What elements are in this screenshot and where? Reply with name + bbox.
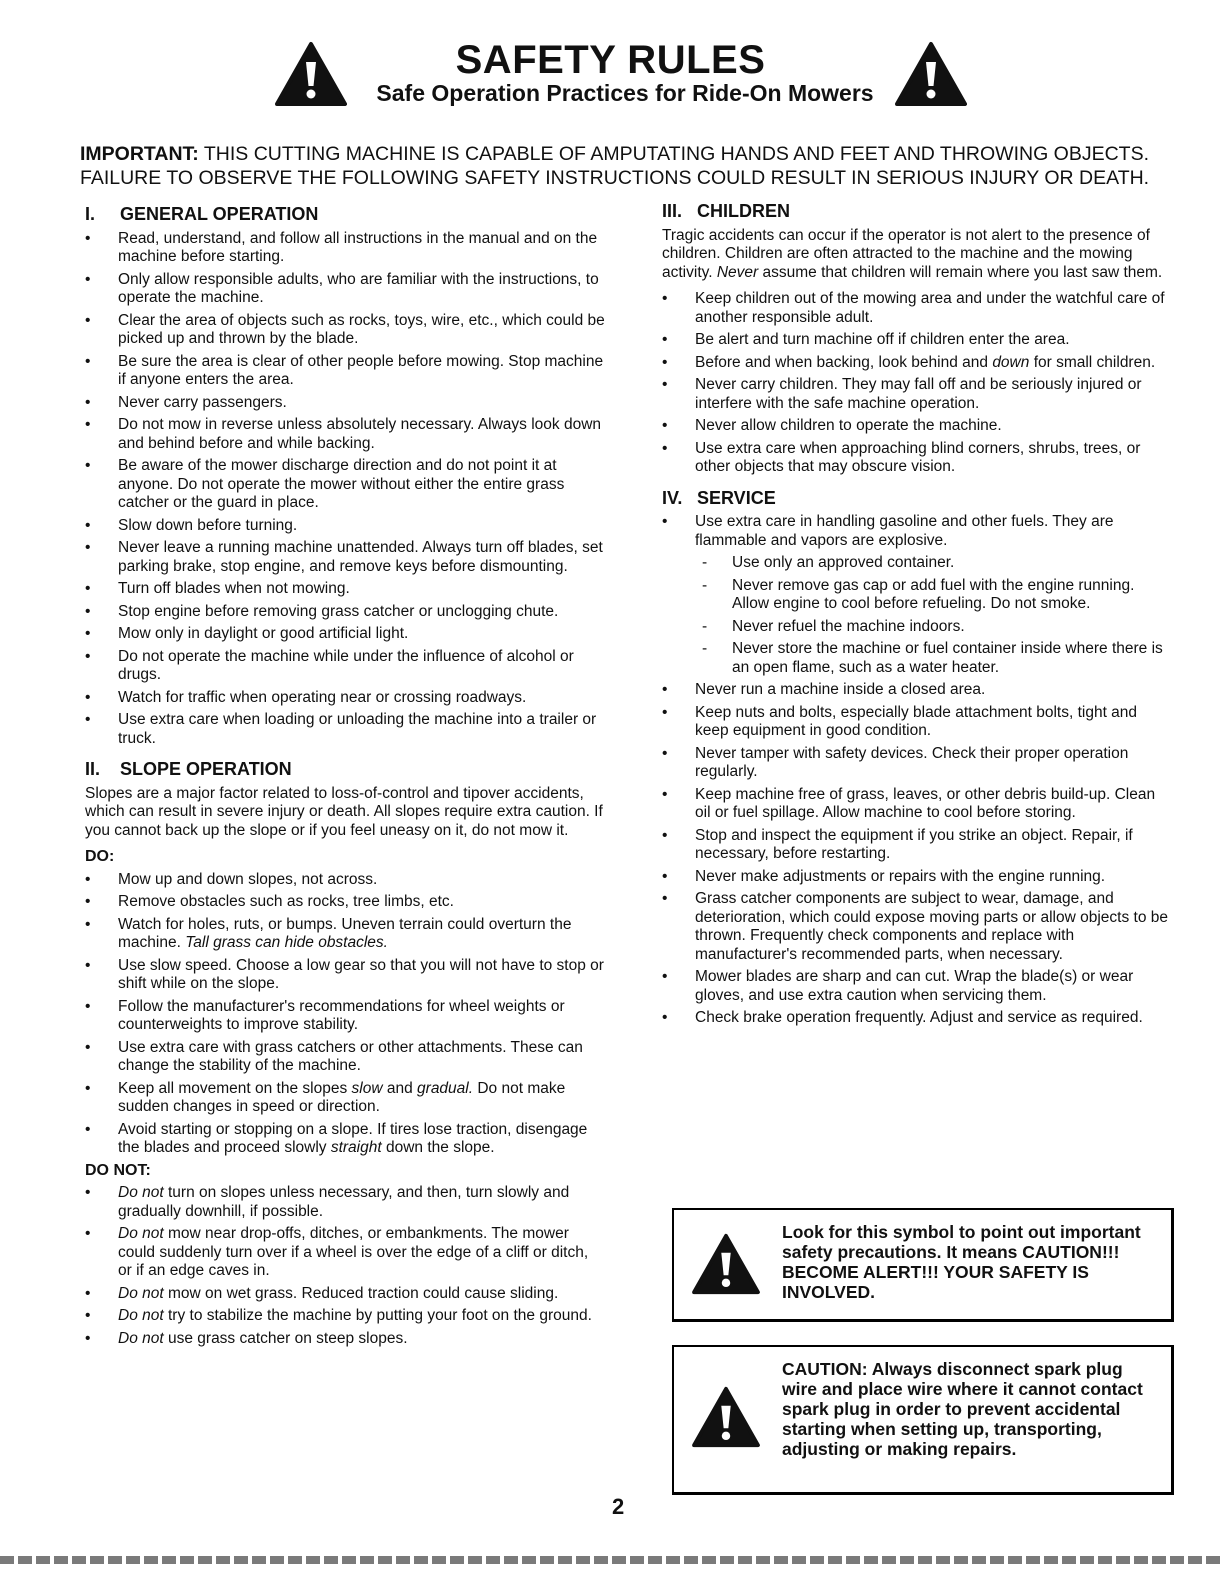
- children-intro: Tragic accidents can occur if the operator is not alert to the presence of children. Children are often attracted to the machine and the mowing activity. Never assume that children will remain where you last saw them.: [662, 226, 1163, 281]
- list-item: • Do not mow on wet grass. Reduced traction could cause sliding.: [85, 1285, 605, 1304]
- do-list: [85, 871, 605, 1158]
- list-item: • Use extra care in handling gasoline and other fuels. They are flammable and vapors are explosive.: [662, 513, 1172, 550]
- left-column: [85, 205, 605, 1360]
- list-item: • Remove obstacles such as rocks, tree limbs, etc.: [85, 893, 605, 912]
- important-warning: [80, 142, 1180, 190]
- caution-text: CAUTION: Always disconnect spark plug wire and place wire where it cannot contact spark plug in order to prevent accidental starting when setting up, transporting, adjusting or making repairs.: [782, 1359, 1143, 1459]
- page-subtitle: Safe Operation Practices for Ride-On Mowers: [376, 80, 874, 106]
- list-item: • Stop engine before removing grass catcher or unclogging chute.: [85, 603, 605, 622]
- children-list: [662, 290, 1172, 477]
- list-item: • Only allow responsible adults, who are familiar with the instructions, to operate the machine.: [85, 271, 605, 308]
- sub-list-item: - Never remove gas cap or add fuel with the engine running. Allow engine to cool before refueling. Do not smoke.: [662, 577, 1172, 614]
- list-item: • Grass catcher components are subject to wear, damage, and deterioration, which could expose moving parts or allow objects to be thrown. Frequently check components and replace with manufacturer's recommended parts, when necessary.: [662, 890, 1172, 964]
- list-item: • Keep all movement on the slopes slow and gradual. Do not make sudden changes in speed or direction.: [85, 1080, 605, 1117]
- important-line-2: FAILURE TO OBSERVE THE FOLLOWING SAFETY INSTRUCTIONS COULD RESULT IN SERIOUS INJURY OR DEATH.: [80, 167, 1150, 189]
- list-item: • Check brake operation frequently. Adjust and service as required.: [662, 1009, 1172, 1028]
- list-item: • Do not mow in reverse unless absolutely necessary. Always look down and behind before and while backing.: [85, 416, 605, 453]
- list-item: • Never carry passengers.: [85, 394, 605, 413]
- caution-notice: [672, 1345, 1174, 1495]
- slope-operation-section: [85, 760, 605, 1348]
- service-section: [662, 489, 1172, 1028]
- warning-triangle-icon: [692, 1232, 760, 1296]
- section-heading: I. GENERAL OPERATION: [85, 204, 319, 224]
- list-item: • Use extra care when loading or unloading the machine into a trailer or truck.: [85, 711, 605, 748]
- list-item: • Keep children out of the mowing area and under the watchful care of another responsible adult.: [662, 290, 1172, 327]
- list-item: • Do not use grass catcher on steep slopes.: [85, 1330, 605, 1349]
- right-column: [662, 202, 1172, 1040]
- list-item: • Be sure the area is clear of other people before mowing. Stop machine if anyone enters the area.: [85, 353, 605, 390]
- list-item: • Avoid starting or stopping on a slope. If tires lose traction, disengage the blades and proceed slowly straight down the slope.: [85, 1121, 605, 1158]
- important-label: IMPORTANT:: [80, 143, 199, 165]
- list-item: • Read, understand, and follow all instructions in the manual and on the machine before starting.: [85, 230, 605, 267]
- section-heading: IV. SERVICE: [662, 487, 776, 508]
- sub-list-item: - Never store the machine or fuel container inside where there is an open flame, such as a water heater.: [662, 640, 1172, 677]
- list-item: • Do not turn on slopes unless necessary, and then, turn slowly and gradually downhill, if possible.: [85, 1184, 605, 1221]
- list-item: • Watch for holes, ruts, or bumps. Uneven terrain could overturn the machine. Tall grass can hide obstacles.: [85, 916, 605, 953]
- notice-text: Look for this symbol to point out important safety precautions. It means CAUTION!!! BECOME ALERT!!! YOUR SAFETY IS INVOLVED.: [782, 1222, 1141, 1302]
- important-line-1: THIS CUTTING MACHINE IS CAPABLE OF AMPUTATING HANDS AND FEET AND THROWING OBJECTS.: [203, 143, 1150, 165]
- slope-intro: Slopes are a major factor related to loss-of-control and tipover accidents, which can result in severe injury or death. All slopes require extra caution. If you cannot back up the slope or if you feel uneasy on it, do not mow it.: [85, 784, 603, 839]
- list-item: • Keep machine free of grass, leaves, or other debris build-up. Clean oil or fuel spillage. Allow machine to cool before storing.: [662, 786, 1172, 823]
- list-item: • Do not mow near drop-offs, ditches, or embankments. The mower could suddenly turn over if a wheel is over the edge of a cliff or ditch, or if an edge caves in.: [85, 1225, 605, 1281]
- list-item: • Slow down before turning.: [85, 517, 605, 536]
- list-item: • Do not try to stabilize the machine by putting your foot on the ground.: [85, 1307, 605, 1326]
- list-item: • Use slow speed. Choose a low gear so that you will not have to stop or shift while on the slope.: [85, 957, 605, 994]
- sub-list-item: - Never refuel the machine indoors.: [662, 618, 1172, 637]
- list-item: • Clear the area of objects such as rocks, toys, wire, etc., which could be picked up and thrown by the blade.: [85, 312, 605, 349]
- list-item: • Never allow children to operate the machine.: [662, 417, 1172, 436]
- sub-list-item: - Use only an approved container.: [662, 554, 1172, 573]
- list-item: • Do not operate the machine while under the influence of alcohol or drugs.: [85, 648, 605, 685]
- general-operation-list: [85, 230, 605, 749]
- list-item: • Turn off blades when not mowing.: [85, 580, 605, 599]
- bottom-edge-artifact: [0, 1556, 1221, 1564]
- list-item: • Before and when backing, look behind and down for small children.: [662, 354, 1172, 373]
- list-item: • Watch for traffic when operating near or crossing roadways.: [85, 689, 605, 708]
- section-heading: III. CHILDREN: [662, 201, 790, 221]
- page-number: 2: [612, 1494, 625, 1519]
- list-item: • Mow only in daylight or good artificial light.: [85, 625, 605, 644]
- children-section: [662, 202, 1172, 477]
- safety-symbol-notice: [672, 1208, 1174, 1322]
- warning-triangle-icon: [692, 1385, 760, 1449]
- service-list-continued: [662, 681, 1172, 1028]
- section-heading: II. SLOPE OPERATION: [85, 759, 292, 779]
- do-not-list: [85, 1184, 605, 1348]
- general-operation-section: [85, 205, 605, 748]
- list-item: • Never tamper with safety devices. Check their proper operation regularly.: [662, 745, 1172, 782]
- list-item: • Use extra care when approaching blind corners, shrubs, trees, or other objects that may obscure vision.: [662, 440, 1172, 477]
- list-item: • Keep nuts and bolts, especially blade attachment bolts, tight and keep equipment in good condition.: [662, 704, 1172, 741]
- list-item: • Mower blades are sharp and can cut. Wrap the blade(s) or wear gloves, and use extra caution when servicing them.: [662, 968, 1172, 1005]
- list-item: • Never run a machine inside a closed area.: [662, 681, 1172, 700]
- service-list: [662, 513, 1172, 677]
- page-title: SAFETY RULES: [455, 38, 766, 82]
- list-item: • Never make adjustments or repairs with the engine running.: [662, 868, 1172, 887]
- list-item: • Never carry children. They may fall off and be seriously injured or interfere with the safe machine operation.: [662, 376, 1172, 413]
- list-item: • Stop and inspect the equipment if you strike an object. Repair, if necessary, before restarting.: [662, 827, 1172, 864]
- do-not-label: DO NOT:: [85, 1161, 151, 1179]
- do-label: DO:: [85, 848, 115, 865]
- list-item: • Never leave a running machine unattended. Always turn off blades, set parking brake, stop engine, and remove keys before dismounting.: [85, 539, 605, 576]
- list-item: • Use extra care with grass catchers or other attachments. These can change the stability of the machine.: [85, 1039, 605, 1076]
- list-item: • Follow the manufacturer's recommendations for wheel weights or counterweights to improve stability.: [85, 998, 605, 1035]
- list-item: • Mow up and down slopes, not across.: [85, 871, 605, 890]
- list-item: • Be aware of the mower discharge direction and do not point it at anyone. Do not operate the mower without either the entire grass catcher or the guard in place.: [85, 457, 605, 513]
- list-item: • Be alert and turn machine off if children enter the area.: [662, 331, 1172, 350]
